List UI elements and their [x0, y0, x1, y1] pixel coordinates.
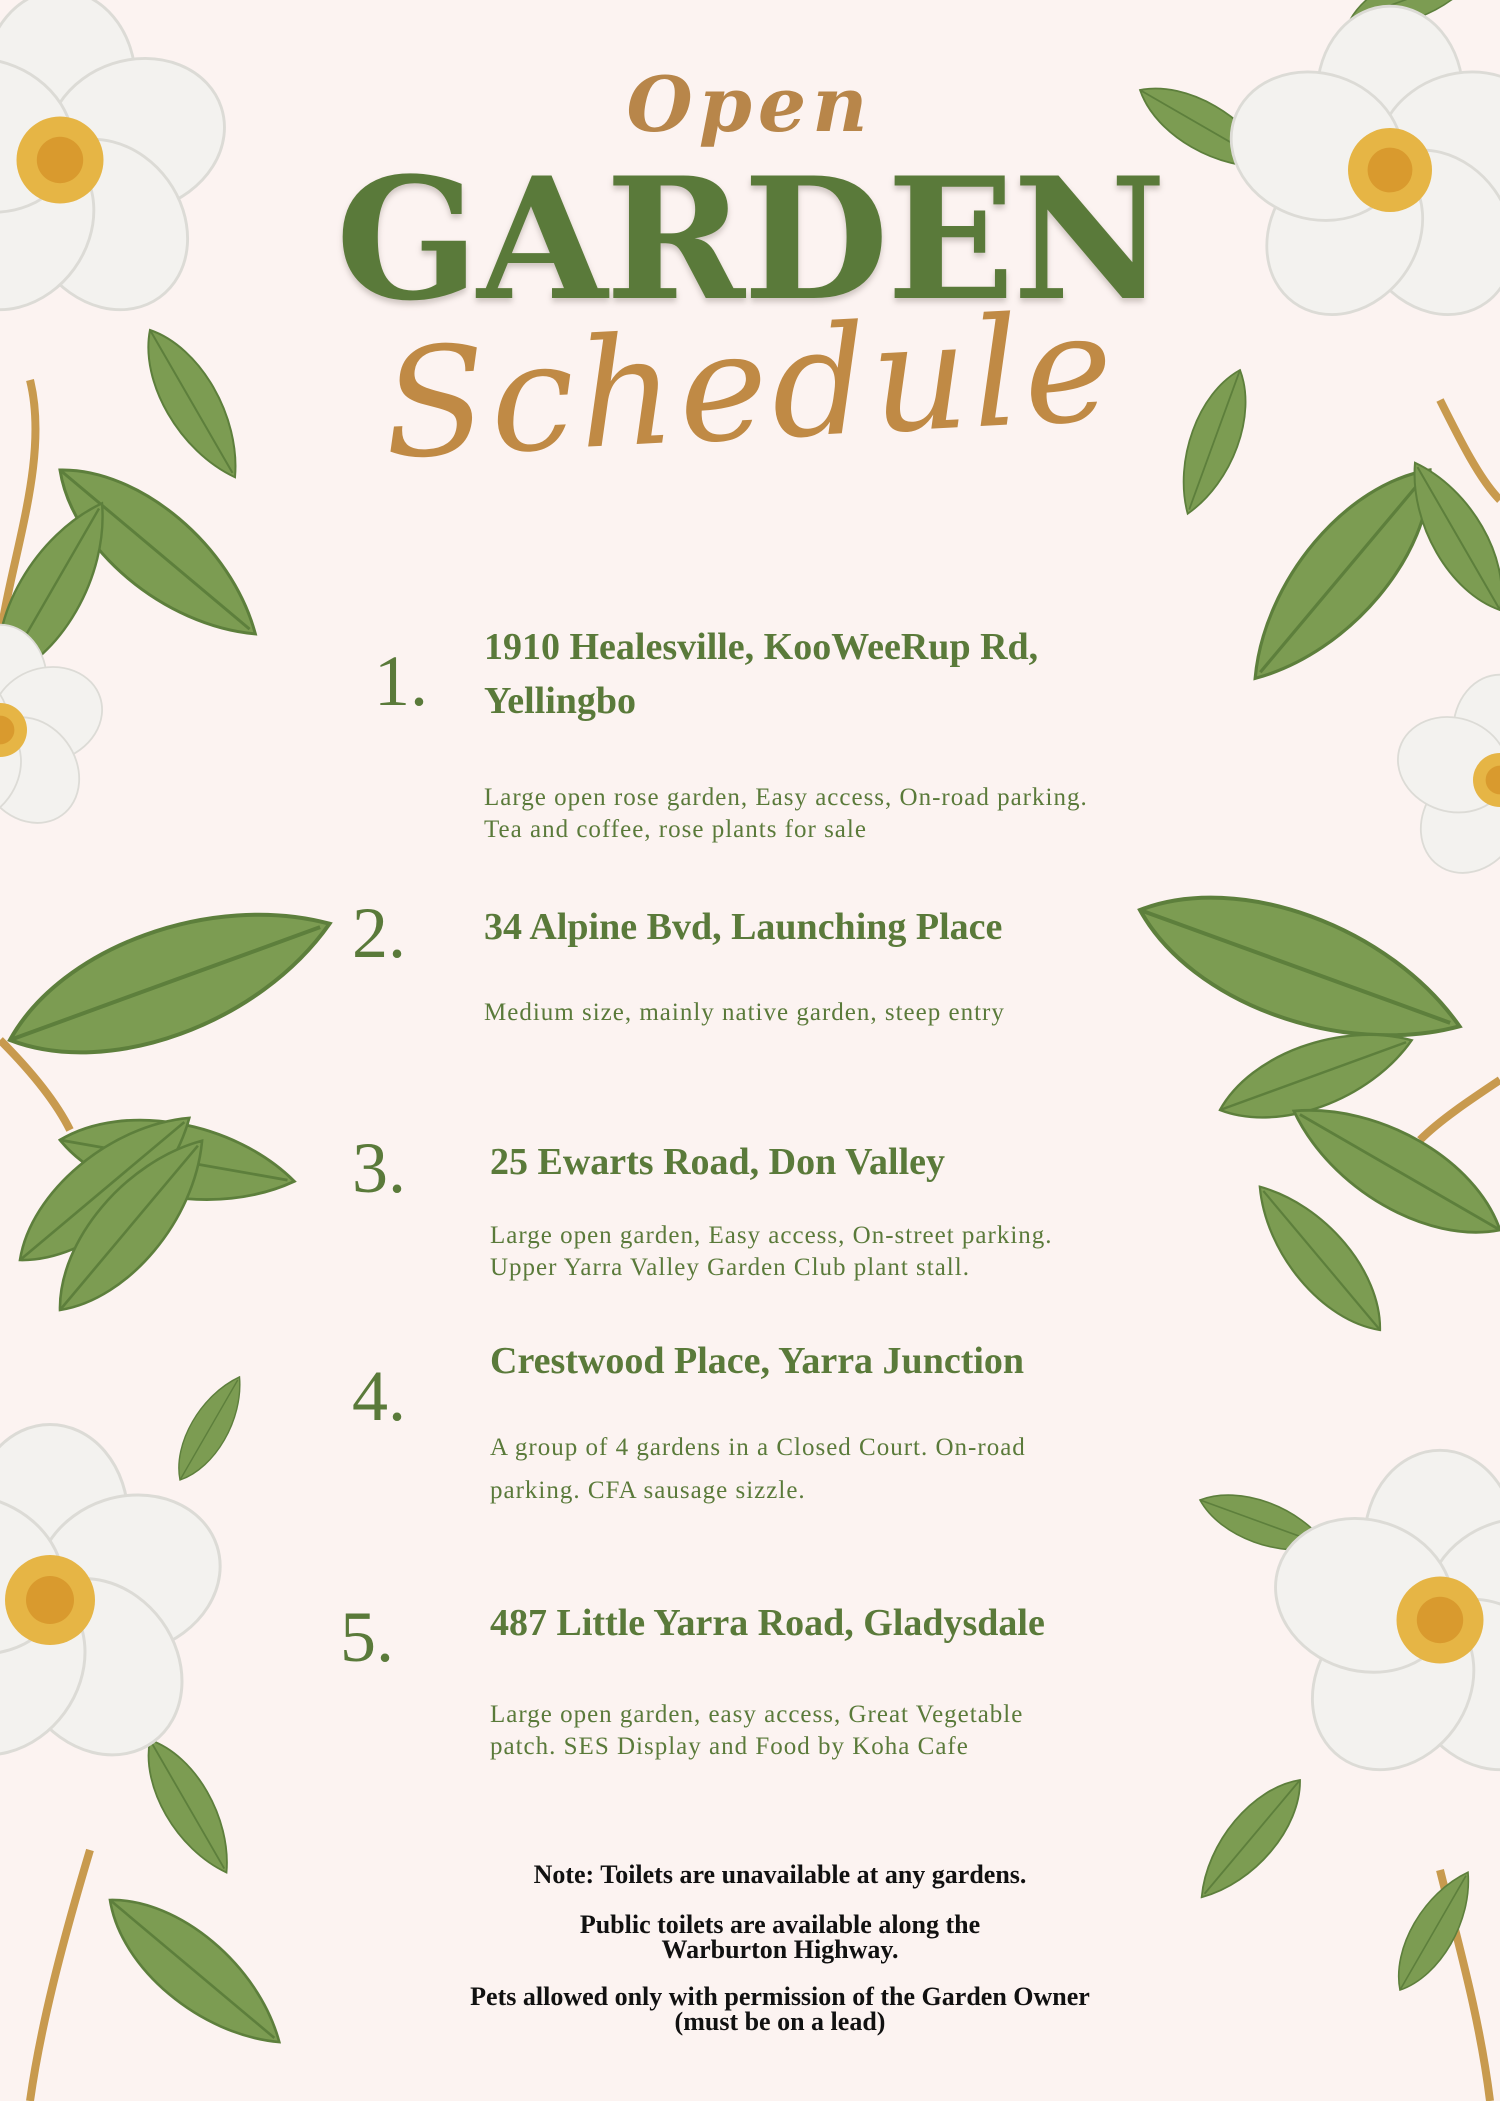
- item-number: 3.: [352, 1128, 406, 1208]
- item-description-line2: parking. CFA sausage sizzle.: [490, 1477, 806, 1504]
- item-number: 1.: [374, 641, 428, 721]
- note-pets: Pets allowed only with permission of the Garden Owner: [470, 1982, 1090, 2011]
- title-open: Open: [626, 60, 874, 149]
- item-description-line2: Upper Yarra Valley Garden Club plant stall.: [490, 1254, 970, 1281]
- item-description-line2: patch. SES Display and Food by Koha Cafe: [490, 1733, 969, 1760]
- item-number: 4.: [352, 1356, 406, 1436]
- item-description: A group of 4 gardens in a Closed Court. On-road: [490, 1434, 1026, 1461]
- item-description: Medium size, mainly native garden, steep entry: [484, 999, 1005, 1026]
- note-pets-line2: (must be on a lead): [674, 2007, 886, 2036]
- item-description: Large open garden, easy access, Great Vegetable: [490, 1701, 1024, 1728]
- note-public-toilets-line2: Warburton Highway.: [661, 1935, 899, 1964]
- item-description: Large open garden, Easy access, On-street parking.: [490, 1222, 1053, 1249]
- right-stems: [1420, 400, 1500, 2101]
- item-address: 487 Little Yarra Road, Gladysdale: [490, 1602, 1045, 1644]
- item-address: Crestwood Place, Yarra Junction: [490, 1340, 1025, 1382]
- item-description-line2: Tea and coffee, rose plants for sale: [484, 816, 867, 843]
- title-schedule: Schedule: [379, 280, 1121, 494]
- note-public-toilets: Public toilets are available along the: [579, 1910, 981, 1939]
- item-number: 2.: [352, 893, 406, 973]
- item-number: 5.: [340, 1597, 394, 1677]
- item-address: 1910 Healesville, KooWeeRup Rd,: [484, 626, 1039, 668]
- note-toilets: Note: Toilets are unavailable at any gardens.: [533, 1860, 1027, 1889]
- item-description: Large open rose garden, Easy access, On-road parking.: [484, 784, 1088, 811]
- title-garden: GARDEN: [335, 140, 1165, 338]
- item-address: 34 Alpine Bvd, Launching Place: [484, 906, 1003, 948]
- item-address: 25 Ewarts Road, Don Valley: [490, 1141, 945, 1183]
- item-address-line2: Yellingbo: [484, 680, 637, 722]
